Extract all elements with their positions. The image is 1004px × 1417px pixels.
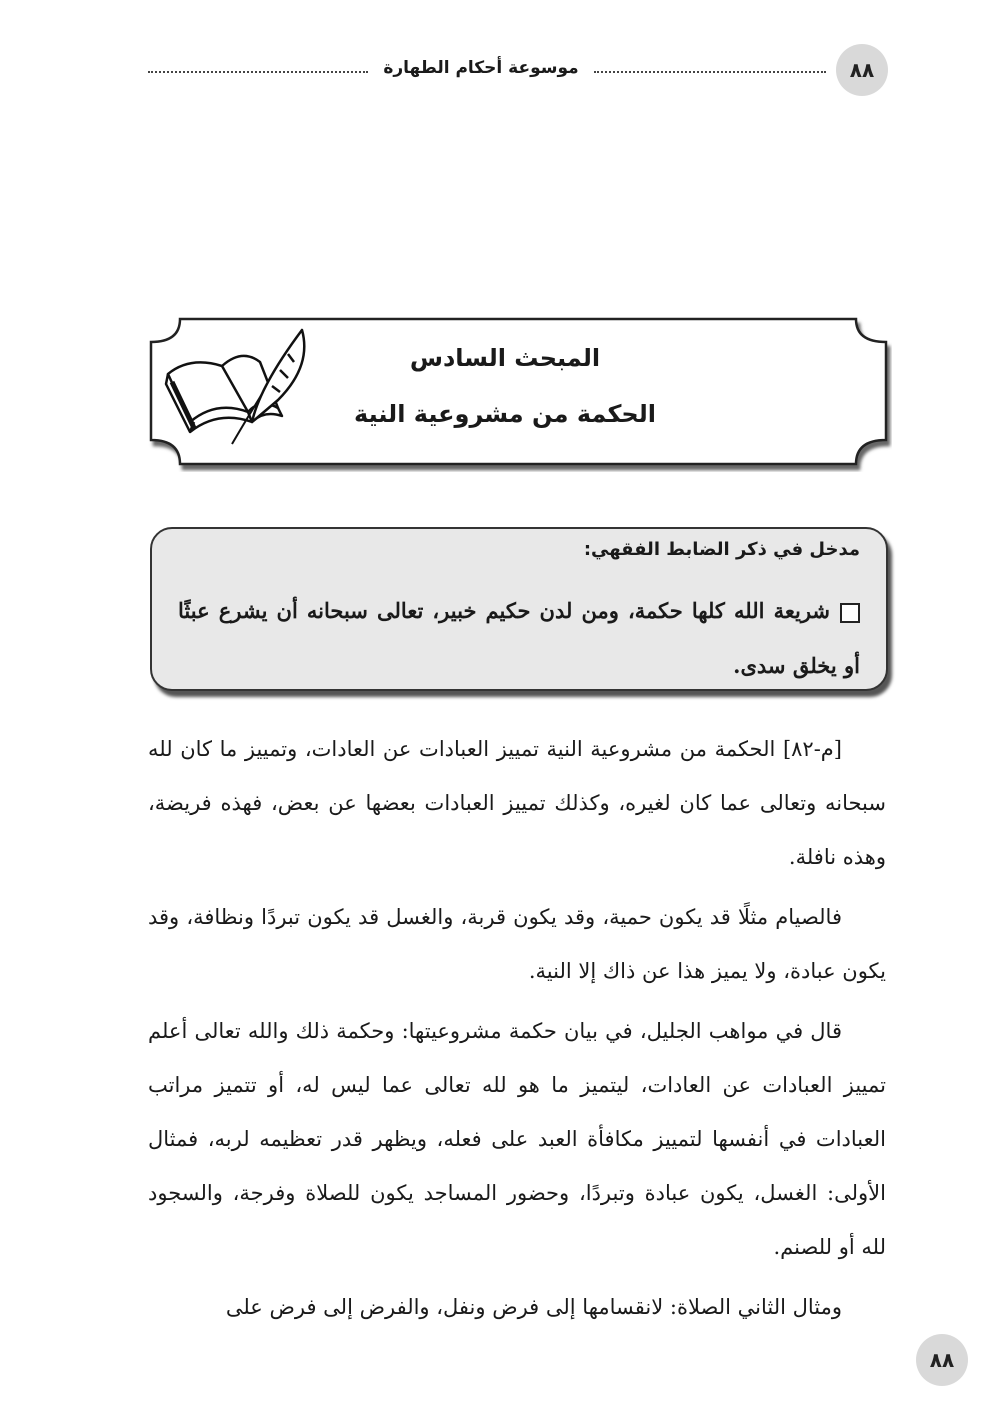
checkbox-icon — [840, 603, 860, 623]
rule-text: شريعة الله كلها حكمة، ومن لدن حكيم خبير، تعالى سبحانه أن يشرع عبثًا أو يخلق سدى. — [178, 598, 860, 678]
rule-heading: مدخل في ذكر الضابط الفقهي: — [583, 539, 860, 560]
footer-page-number: ٨٨ — [916, 1334, 968, 1386]
paragraph: فالصيام مثلًا قد يكون حمية، وقد يكون قربة، والغسل قد يكون تبردًا ونظافة، وقد يكون عبادة، ولا يميز هذا عن ذاك إلا النية. — [148, 905, 886, 983]
header-page-number: ٨٨ — [836, 44, 888, 96]
header-dotted-rule-left — [148, 71, 368, 73]
paragraph: [م-٨٢] الحكمة من مشروعية النية تمييز العبادات عن العادات، وتمييز ما كان لله سبحانه وتعالى عما كان لغيره، وكذلك تمييز العبادات بعضها عن بعض، فهذه فريضة، وهذه نافلة. — [148, 737, 886, 869]
book-quill-icon — [160, 326, 310, 446]
header-book-title: موسوعة أحكام الطهارة — [383, 58, 579, 78]
paragraph: قال في مواهب الجليل، في بيان حكمة مشروعيتها: وحكمة ذلك والله تعالى أعلم تمييز العبادات عن العادات، ليتميز ما هو لله تعالى عما ليس له، أو تتميز مراتب العبادات في أنفسها لتمييز مكافأة العبد على فعله، ويظهر قدر تعظيمه لربه، فمثال الأولى: الغسل، يكون عبادة وتبردًا، وحضور المساجد يكون للصلاة وفرجة، والسجود لله أو للصنم. — [148, 1019, 886, 1259]
body-text — [148, 722, 886, 1340]
paragraph: ومثال الثاني الصلاة: لانقسامها إلى فرض ونفل، والفرض إلى فرض على — [225, 1295, 842, 1319]
rule-text-container — [178, 583, 860, 693]
rule-box — [150, 527, 888, 691]
chapter-subtitle: الحكمة من مشروعية النية — [354, 400, 656, 428]
header-dotted-rule-right — [594, 71, 826, 73]
chapter-title: المبحث السادس — [409, 344, 601, 372]
